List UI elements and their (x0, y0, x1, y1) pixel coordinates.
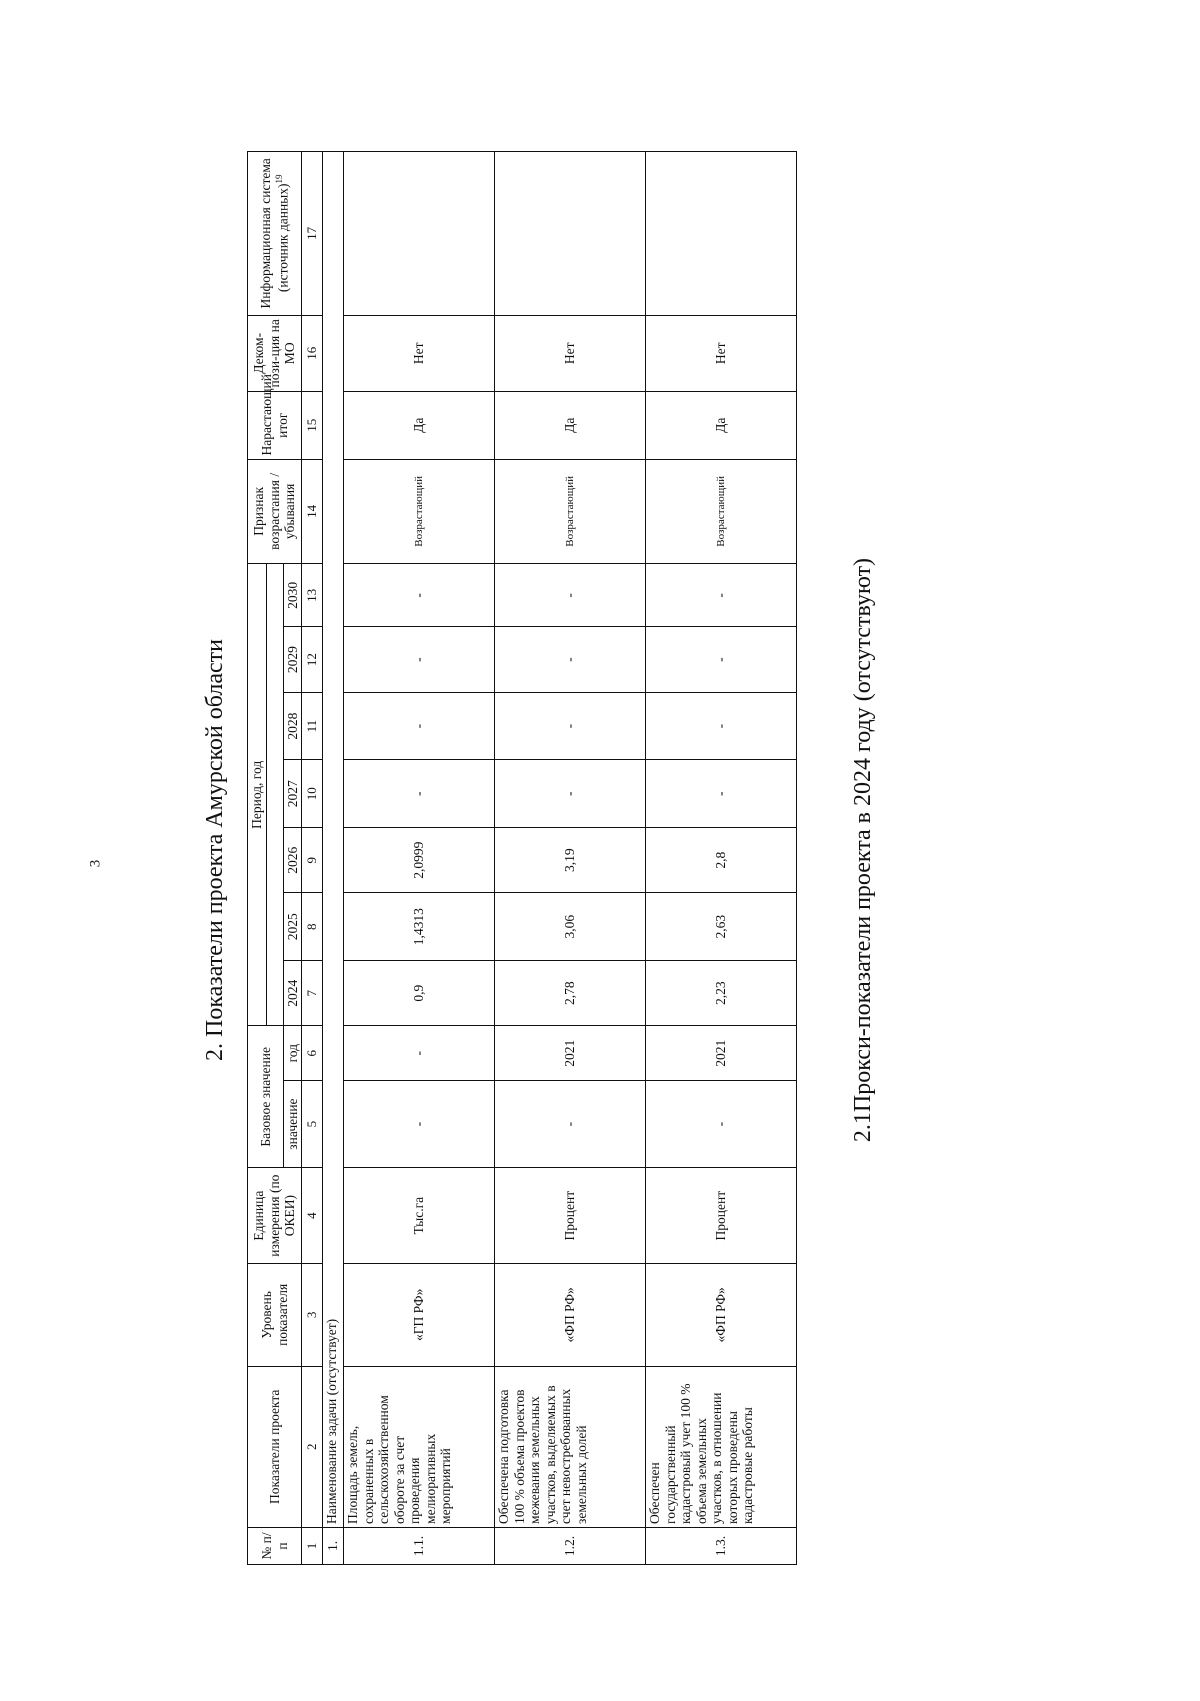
value-2027: - (344, 760, 495, 828)
base-year: 2021 (646, 1026, 797, 1081)
value-2030: - (344, 564, 495, 627)
column-number: 12 (302, 627, 323, 692)
table-row (344, 152, 495, 1565)
header-year-2025: 2025 (283, 893, 302, 961)
header-year-2024: 2024 (283, 961, 302, 1026)
task-row (323, 152, 344, 1565)
task-num: 1. (323, 1527, 344, 1564)
indicator-name: Обеспечен государственный кадастровый учет 100 % объема земельных участков, в отношении которых проведены кадастровые работы (646, 1366, 797, 1527)
trend-sign: Возрастающий (495, 459, 646, 564)
header-unit: Единица измерения (по ОКЕИ) (248, 1168, 302, 1264)
task-name: Наименование задачи (отсутствует) (323, 152, 344, 1528)
column-number: 17 (302, 152, 323, 316)
table-row (495, 152, 646, 1565)
value-2030: - (495, 564, 646, 627)
cumulative: Да (646, 391, 797, 459)
column-numbers-row (302, 152, 323, 1565)
header-indicator: Показатели проекта (248, 1366, 302, 1527)
section-title: 2. Показатели проекта Амурской области (202, 639, 228, 1062)
info-system (646, 152, 797, 316)
landscape-content (150, 125, 890, 1575)
table-row (646, 152, 797, 1565)
value-2025: 1,4313 (344, 893, 495, 961)
value-2026: 3,19 (495, 828, 646, 893)
base-year: - (344, 1026, 495, 1081)
value-2029: - (495, 627, 646, 692)
header-year-2030: 2030 (283, 564, 302, 627)
column-number: 13 (302, 564, 323, 627)
cumulative: Да (344, 391, 495, 459)
trend-sign: Возрастающий (344, 459, 495, 564)
unit: Процент (646, 1168, 797, 1264)
footnote-marker: 19 (273, 174, 284, 184)
indicator-level: «ФП РФ» (495, 1264, 646, 1366)
info-system (344, 152, 495, 316)
column-number: 1 (302, 1527, 323, 1564)
row-num: 1.1. (344, 1527, 495, 1564)
value-2026: 2,0999 (344, 828, 495, 893)
header-base: Базовое значение (248, 1026, 284, 1168)
header-year-2027: 2027 (283, 760, 302, 828)
decomposition: Нет (344, 315, 495, 391)
column-number: 4 (302, 1168, 323, 1264)
header-level: Уровень показателя (248, 1264, 302, 1366)
column-number: 16 (302, 315, 323, 391)
indicator-name: Площадь земель, сохраненных в сельскохозяйственном обороте за счет проведения мелиоративных мероприятий (344, 1366, 495, 1527)
value-2028: - (495, 692, 646, 760)
column-number: 15 (302, 391, 323, 459)
subsection-title: 2.1Прокси-показатели проекта в 2024 году (отсутствуют) (850, 557, 876, 1143)
value-2025: 3,06 (495, 893, 646, 961)
value-2029: - (646, 627, 797, 692)
header-year-2028: 2028 (283, 692, 302, 760)
column-number: 7 (302, 961, 323, 1026)
header-period: Период, год (248, 564, 267, 1026)
value-2030: - (646, 564, 797, 627)
base-value: - (646, 1080, 797, 1167)
column-number: 11 (302, 692, 323, 760)
indicator-name: Обеспечена подготовка 100 % объема проектов межевания земельных участков, выделяемых в счет невостребованных земельных долей (495, 1366, 646, 1527)
base-value: - (495, 1080, 646, 1167)
header-info-system-text: Информационная система (источник данных) (258, 158, 291, 309)
header-sign: Признак возрастания /убывания (248, 459, 302, 564)
cumulative: Да (495, 391, 646, 459)
column-number: 14 (302, 459, 323, 564)
value-2024: 2,78 (495, 961, 646, 1026)
column-number: 10 (302, 760, 323, 828)
value-2028: - (646, 692, 797, 760)
value-2028: - (344, 692, 495, 760)
value-2024: 0,9 (344, 961, 495, 1026)
decomposition: Нет (495, 315, 646, 391)
indicator-level: «ГП РФ» (344, 1264, 495, 1366)
unit: Тыс.га (344, 1168, 495, 1264)
page-number: 3 (87, 859, 104, 868)
unit: Процент (495, 1168, 646, 1264)
trend-sign: Возрастающий (646, 459, 797, 564)
column-number: 5 (302, 1080, 323, 1167)
header-year-2029: 2029 (283, 627, 302, 692)
value-2029: - (344, 627, 495, 692)
header-num: № п/п (248, 1527, 302, 1564)
base-year: 2021 (495, 1026, 646, 1081)
value-2027: - (495, 760, 646, 828)
indicator-level: «ФП РФ» (646, 1264, 797, 1366)
indicators-table (247, 151, 797, 1565)
column-number: 6 (302, 1026, 323, 1081)
column-number: 3 (302, 1264, 323, 1366)
value-2027: - (646, 760, 797, 828)
column-number: 8 (302, 893, 323, 961)
header-decomposition: Деком-пози-ция на МО (248, 315, 302, 391)
info-system (495, 152, 646, 316)
value-2025: 2,63 (646, 893, 797, 961)
header-base-year: год (283, 1026, 302, 1081)
header-info-system (248, 152, 302, 316)
column-number: 9 (302, 828, 323, 893)
row-num: 1.2. (495, 1527, 646, 1564)
header-base-value: значение (283, 1080, 302, 1167)
header-cumulative: Нарастающий итог (248, 391, 302, 459)
value-2026: 2,8 (646, 828, 797, 893)
decomposition: Нет (646, 315, 797, 391)
column-number: 2 (302, 1366, 323, 1527)
row-num: 1.3. (646, 1527, 797, 1564)
header-period-spacer (266, 564, 283, 1026)
base-value: - (344, 1080, 495, 1167)
value-2024: 2,23 (646, 961, 797, 1026)
header-year-2026: 2026 (283, 828, 302, 893)
